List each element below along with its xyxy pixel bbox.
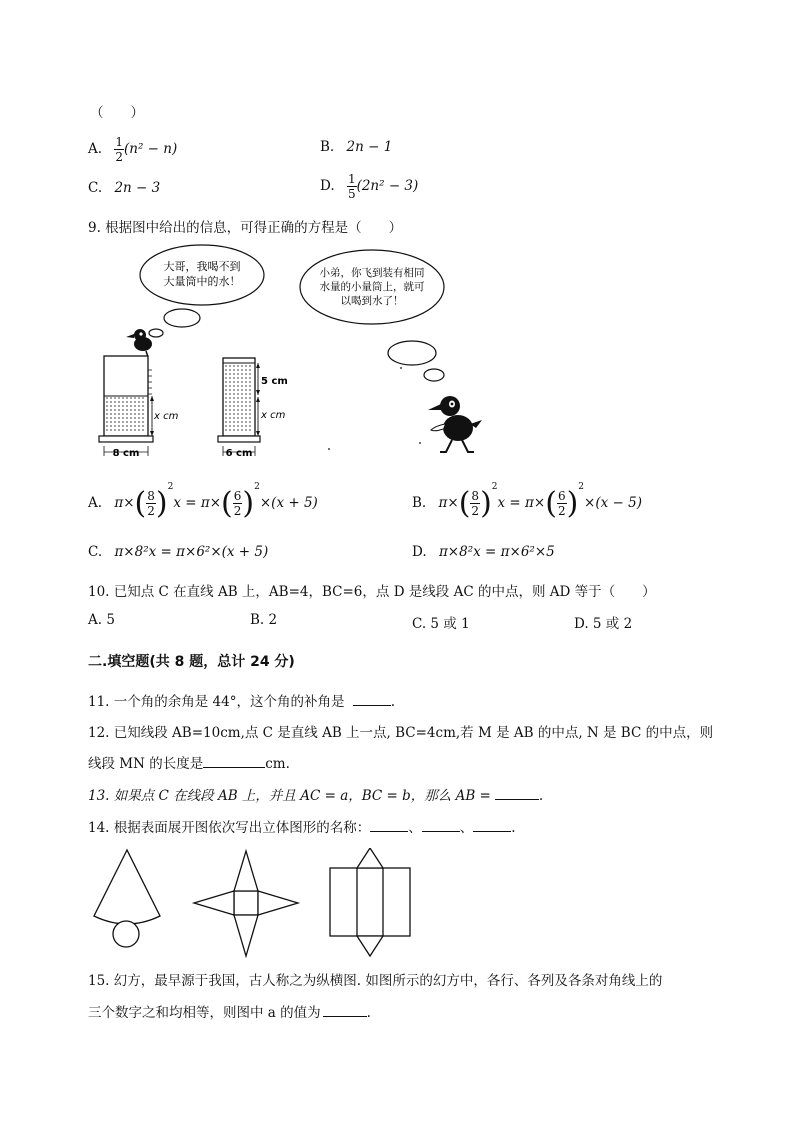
large-cylinder-height-label: x cm bbox=[154, 411, 179, 422]
q9-option-b-label: B. bbox=[412, 495, 427, 511]
exponent: 2 bbox=[491, 482, 498, 492]
bubble-right-line2: 水量的小量筒上，就可 bbox=[319, 281, 425, 293]
q14-end: . bbox=[511, 820, 516, 836]
q8-option-d-label: D. bbox=[320, 178, 335, 194]
q9-option-c-label: C. bbox=[88, 544, 103, 560]
q10-option-d: D. 5 或 2 bbox=[574, 616, 633, 632]
q9-option-d-label: D. bbox=[412, 544, 427, 560]
q8-option-a-fraction: $\frac{1}{2}$ bbox=[115, 135, 123, 164]
q9-option-b-mid: x = π× bbox=[497, 495, 546, 511]
q10-option-b: B. 2 bbox=[250, 612, 278, 628]
q14-answer-blank-2[interactable] bbox=[422, 831, 460, 832]
q15-line2-text: 三个数字之和均相等，则图中 a 的值为 bbox=[88, 1005, 321, 1021]
q14-nets-figure bbox=[90, 848, 430, 958]
paren-open: ( bbox=[134, 486, 147, 521]
q14-text: 14. 根据表面展开图依次写出立体图形的名称： bbox=[88, 820, 371, 836]
q12-line1: 12. 已知线段 AB=10cm,点 C 是直线 AB 上一点, BC=4cm,若 M 是 AB 的中点, N 是 BC 的中点，则 bbox=[88, 725, 714, 741]
small-cylinder-width-label: 6 cm bbox=[225, 448, 253, 459]
paren-close: ) bbox=[242, 486, 255, 521]
crow-small-icon bbox=[126, 329, 152, 357]
q9-option-d bbox=[412, 544, 555, 560]
q12-answer-blank[interactable] bbox=[203, 767, 265, 768]
q8-option-b-expr: 2n − 1 bbox=[346, 139, 393, 155]
bubble-left-line1: 大哥，我喝不到 bbox=[163, 260, 241, 273]
q15-end: . bbox=[366, 1005, 371, 1021]
crow-large-icon bbox=[428, 396, 482, 452]
q11-answer-blank[interactable] bbox=[353, 705, 391, 706]
times-symbol: × bbox=[123, 495, 135, 511]
q8-option-c bbox=[88, 180, 160, 196]
small-cylinder-top-label: 5 cm bbox=[261, 376, 288, 387]
pi-symbol: π bbox=[114, 495, 124, 511]
q14-sep: 、 bbox=[459, 820, 474, 836]
paren-close: ) bbox=[566, 486, 579, 521]
thought-dot-left-2 bbox=[149, 329, 163, 337]
paren-open: ( bbox=[545, 486, 557, 521]
paren-close: ) bbox=[480, 486, 492, 521]
q10-option-c: C. 5 或 1 bbox=[412, 616, 470, 632]
q8-option-d bbox=[320, 173, 418, 200]
q9-option-a-tail: ×(x + 5) bbox=[259, 495, 318, 511]
q10-option-a: A. 5 bbox=[88, 612, 115, 628]
bubble-left-line2: 大量筒中的水！ bbox=[163, 275, 241, 288]
q9-option-a-mid: x = π× bbox=[173, 495, 222, 511]
thought-dot-right-2 bbox=[424, 369, 444, 381]
q13-answer-blank[interactable] bbox=[495, 799, 539, 800]
bubble-right-line1: 小弟，你飞到装有相同 bbox=[319, 267, 425, 279]
q9-option-a bbox=[88, 482, 318, 521]
q12-line2-text: 线段 MN 的长度是 bbox=[88, 756, 204, 772]
q8-option-c-expr: 2n − 3 bbox=[114, 180, 161, 196]
q15-answer-blank[interactable] bbox=[323, 1016, 367, 1017]
q11-end: . bbox=[390, 694, 396, 710]
fraction-6-over-2: $\frac{6}{2}$ bbox=[233, 489, 242, 518]
q8-option-d-fraction: $\frac{1}{5}$ bbox=[347, 172, 356, 201]
q13-end: . bbox=[538, 788, 544, 804]
fraction-8-over-2: $\frac{8}{2}$ bbox=[471, 489, 480, 518]
q8-answer-bracket: （ ） bbox=[90, 105, 144, 121]
q11-text: 11. 一个角的余角是 44°，这个角的补角是 bbox=[88, 694, 345, 710]
pi-symbol: π bbox=[438, 495, 448, 511]
q13-text: 13. 如果点 C 在线段 AB 上，并且 AC = a，BC = b，那么 AB = bbox=[88, 788, 491, 804]
q14 bbox=[88, 816, 516, 836]
small-cylinder-height-label: x cm bbox=[261, 410, 286, 421]
exponent: 2 bbox=[254, 482, 260, 492]
small-cylinder bbox=[218, 358, 288, 459]
large-cylinder-width-label: 8 cm bbox=[112, 448, 140, 459]
q10-stem: 10. 已知点 C 在直线 AB 上，AB=4，BC=6，点 D 是线段 AC 的中点，则 AD 等于（ ） bbox=[88, 584, 656, 600]
fraction-6-over-2: $\frac{6}{2}$ bbox=[557, 489, 566, 518]
q14-sep: 、 bbox=[408, 820, 422, 836]
q8-option-a-expr: (n² − n) bbox=[123, 141, 178, 157]
paren-open: ( bbox=[221, 486, 233, 521]
q9-option-b-tail: ×(x − 5) bbox=[584, 495, 642, 511]
q8-option-b-label: B. bbox=[320, 139, 335, 155]
q9-option-b bbox=[412, 482, 642, 521]
exponent: 2 bbox=[167, 482, 174, 492]
q11 bbox=[88, 690, 395, 710]
times-symbol: × bbox=[447, 495, 459, 511]
q8-option-a bbox=[88, 136, 177, 163]
large-cylinder bbox=[99, 356, 179, 459]
q9-option-c-expr: π×8²x = π×6²×(x + 5) bbox=[114, 544, 269, 560]
q13 bbox=[88, 784, 543, 804]
q9-option-a-label: A. bbox=[88, 495, 103, 511]
paren-close: ) bbox=[155, 486, 168, 521]
q9-option-d-expr: π×8²x = π×6²×5 bbox=[438, 544, 555, 560]
thought-dot-right-1 bbox=[388, 341, 436, 365]
q14-answer-blank-3[interactable] bbox=[473, 831, 511, 832]
q12-line2 bbox=[88, 752, 290, 772]
q8-option-a-label: A. bbox=[88, 141, 103, 157]
q9-illustration bbox=[90, 238, 510, 460]
bubble-right-line3: 以喝到水了！ bbox=[340, 295, 404, 307]
q14-answer-blank-1[interactable] bbox=[370, 831, 408, 832]
q9-option-c bbox=[88, 544, 268, 560]
section-title: 二.填空题(共 8 题，总计 24 分) bbox=[88, 654, 295, 670]
q9-stem: 9. 根据图中给出的信息，可得正确的方程是（ ） bbox=[88, 220, 403, 236]
pyramid-net-shape bbox=[194, 851, 298, 956]
fraction-8-over-2: $\frac{8}{2}$ bbox=[147, 489, 155, 518]
q8-option-b bbox=[320, 139, 392, 155]
q8-option-c-label: C. bbox=[88, 180, 103, 196]
q15-line2 bbox=[88, 1001, 371, 1021]
cone-net-shape bbox=[94, 850, 160, 947]
prism-net-shape bbox=[330, 848, 410, 956]
q12-end: cm. bbox=[265, 756, 290, 772]
exponent: 2 bbox=[578, 482, 585, 492]
q15-line1: 15. 幻方，最早源于我国，古人称之为纵横图. 如图所示的幻方中，各行、各列及各条对角线上的 bbox=[88, 973, 663, 989]
paren-open: ( bbox=[458, 486, 471, 521]
q8-option-d-expr: (2n² − 3) bbox=[356, 178, 419, 194]
thought-dot-left-1 bbox=[164, 309, 200, 327]
